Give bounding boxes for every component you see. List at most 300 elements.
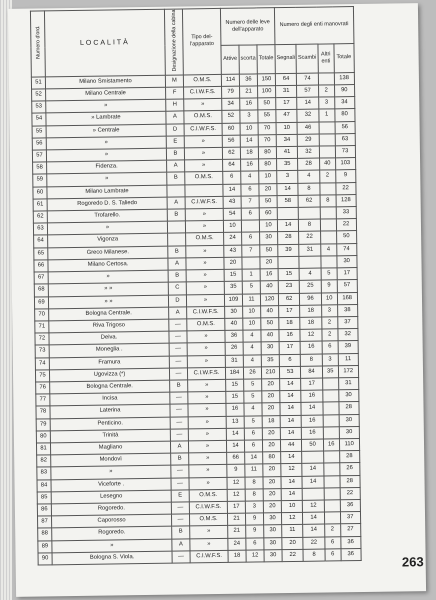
cell-s: 9 <box>245 513 263 525</box>
cell-loc: Rogoredo D. S. Taliedo <box>47 197 167 211</box>
cell-loc: Bologna S. Viola. <box>52 551 172 565</box>
cell-tot: 38 <box>337 304 357 316</box>
cell-alt <box>320 207 336 219</box>
cell-n: 57 <box>32 150 46 162</box>
cell-des: A <box>172 538 190 550</box>
cell-s: 12 <box>246 550 264 562</box>
cell-scam: 25 <box>300 280 322 292</box>
cell-a: 62 <box>222 147 240 159</box>
cell-alt <box>319 134 335 146</box>
cell-scam: 4 <box>299 268 321 280</box>
cell-alt <box>322 378 338 390</box>
cell-tot: 56 <box>335 121 355 133</box>
cell-t: 30 <box>264 525 282 537</box>
cell-t: 10 <box>259 220 277 232</box>
cell-scam <box>299 256 321 268</box>
cell-tot: 33 <box>336 207 356 219</box>
cell-s: 10 <box>243 318 261 330</box>
cell-des: C <box>168 282 186 294</box>
cell-seg: 15 <box>278 268 300 281</box>
cell-loc: Incisa <box>50 392 170 406</box>
cell-a: 64 <box>223 159 241 171</box>
cell-n: 82 <box>37 455 51 467</box>
cell-loc: Milano Smistamento <box>45 75 165 89</box>
cell-a: 14 <box>226 428 244 440</box>
cell-tipo: O.M.S. <box>186 233 224 246</box>
cell-seg: 10 <box>281 500 303 513</box>
cell-des: — <box>171 477 189 489</box>
cell-loc: Rogoredo. <box>51 502 171 516</box>
cell-tot: 63 <box>335 133 355 145</box>
cell-n: 51 <box>31 77 45 89</box>
cell-n: 64 <box>34 235 48 247</box>
cell-seg: 35 <box>277 159 299 172</box>
cell-a: 52 <box>222 111 240 123</box>
cell-alt <box>323 414 339 426</box>
cell-scam: 4 <box>298 171 320 183</box>
cell-n: 77 <box>36 394 50 406</box>
cell-s: 5 <box>244 391 262 403</box>
cell-tot: 90 <box>334 85 354 97</box>
cell-alt <box>320 231 336 243</box>
cell-scam: 62 <box>298 195 320 207</box>
header-enti-group: Numero degli enti manovrati <box>274 7 353 45</box>
cell-tot: 34 <box>334 97 354 109</box>
cell-scam <box>299 207 321 219</box>
cell-des: A <box>168 258 186 270</box>
cell-t: 30 <box>261 342 279 354</box>
cell-tot: 11 <box>338 353 358 365</box>
cell-t: 210 <box>261 366 279 378</box>
cell-tipo: » <box>190 526 228 539</box>
cell-t: 150 <box>257 74 275 86</box>
cell-des: F <box>166 87 184 99</box>
cell-s: 6 <box>246 537 264 549</box>
cell-loc: Fidenza. <box>47 160 167 174</box>
cell-t: 80 <box>259 159 277 171</box>
cell-t: 80 <box>263 452 281 464</box>
cell-n: 89 <box>38 540 52 552</box>
cell-n: 65 <box>34 248 48 260</box>
cell-tot: 110 <box>339 438 359 450</box>
cell-des: E <box>166 136 184 148</box>
cell-s <box>241 220 259 232</box>
cell-s: 11 <box>245 464 263 476</box>
cell-tipo: » <box>187 331 225 344</box>
cell-n: 90 <box>38 553 52 565</box>
cell-t: 30 <box>260 232 278 244</box>
cell-des: — <box>169 355 187 367</box>
cell-n: 79 <box>36 418 50 430</box>
cell-s: 9 <box>246 525 264 537</box>
cell-a: 31 <box>225 355 243 367</box>
cell-t: 50 <box>260 244 278 256</box>
cell-loc: Moneglia . <box>49 343 169 357</box>
cell-loc: Trofarello. <box>47 209 167 223</box>
cell-des <box>167 221 185 233</box>
cell-seg: 14 <box>280 427 302 440</box>
cell-alt: 2 <box>324 524 340 536</box>
cell-a: 66 <box>227 452 245 464</box>
cell-s: 21 <box>240 86 258 98</box>
cell-a: 9 <box>227 464 245 476</box>
cell-t: 20 <box>260 257 278 269</box>
cell-s: 11 <box>242 293 260 305</box>
cell-s: 5 <box>244 415 262 427</box>
cell-tipo: C.I.W.F.S. <box>184 86 222 99</box>
cell-alt <box>320 219 336 231</box>
cell-n: 75 <box>35 370 49 382</box>
cell-scam: 18 <box>300 317 322 329</box>
cell-a: 30 <box>225 306 243 318</box>
cell-s: 8 <box>245 489 263 501</box>
cell-a: 24 <box>228 538 246 550</box>
cell-n: 68 <box>34 284 48 296</box>
cell-n: 63 <box>33 223 47 235</box>
cell-alt: 2 <box>318 85 334 97</box>
cell-des: — <box>169 368 187 380</box>
cell-alt <box>322 390 338 402</box>
cell-t: 50 <box>258 98 276 110</box>
cell-seg: 17 <box>279 305 301 318</box>
cell-tipo: » <box>189 477 227 490</box>
cell-tot: 138 <box>334 72 354 84</box>
cell-loc: Trinità <box>50 429 170 443</box>
cell-s: 8 <box>245 476 263 488</box>
cell-loc: Rogoredo. <box>52 527 172 541</box>
cell-a: 26 <box>225 342 243 354</box>
cell-loc: » <box>46 136 166 150</box>
cell-loc: » » <box>48 282 168 296</box>
cell-des: — <box>169 343 187 355</box>
cell-t: 20 <box>262 403 280 415</box>
header-attive: Attive <box>221 45 239 74</box>
cell-tot: 73 <box>335 146 355 158</box>
cell-n: 73 <box>35 345 49 357</box>
cell-tot: 27 <box>340 524 360 536</box>
cell-seg <box>278 256 300 269</box>
cell-s: 14 <box>245 452 263 464</box>
cell-des: H <box>166 99 184 111</box>
header-tipo: Tipo del- l'apparato <box>182 8 221 74</box>
cell-tipo: C.I.W.F.S. <box>184 123 222 136</box>
cell-t: 40 <box>261 305 279 317</box>
cell-des: A <box>167 160 185 172</box>
cell-loc: » <box>51 466 171 480</box>
cell-loc: Magliano <box>50 441 170 455</box>
cell-t: 40 <box>261 330 279 342</box>
cell-n: 84 <box>37 479 51 491</box>
cell-seg: 34 <box>276 134 298 147</box>
cell-tipo: » <box>188 428 226 441</box>
cell-scam: 16 <box>301 390 323 402</box>
header-designazione: Designazione della cabina <box>164 9 183 75</box>
cell-seg: 53 <box>279 366 301 379</box>
cell-alt: 40 <box>319 158 335 170</box>
cell-tipo: C.I.W.F.S. <box>187 367 225 380</box>
cell-tot: 36 <box>341 536 361 548</box>
cell-des: B <box>166 148 184 160</box>
cell-alt: 3 <box>322 353 338 365</box>
cell-tot: 31 <box>338 377 358 389</box>
cell-loc: » <box>47 173 167 187</box>
cell-alt: 2 <box>319 170 335 182</box>
cell-loc: » Centrale <box>46 124 166 138</box>
cell-alt: 35 <box>322 366 338 378</box>
cell-alt: 10 <box>321 292 337 304</box>
cell-scam: 8 <box>299 219 321 231</box>
cell-loc: Mondovì <box>51 453 171 467</box>
cell-des: A <box>170 441 188 453</box>
cell-tot: 50 <box>336 231 356 243</box>
cell-alt <box>324 475 340 487</box>
cell-tot: 28 <box>339 451 359 463</box>
cell-tot: 32 <box>338 329 358 341</box>
cell-tipo: » <box>186 282 224 295</box>
cell-t: 10 <box>259 171 277 183</box>
cell-a: 24 <box>224 233 242 245</box>
cell-loc: Laterina <box>50 404 170 418</box>
cell-alt: 9 <box>321 280 337 292</box>
cell-s: 3 <box>245 501 263 513</box>
cell-s: 4 <box>244 403 262 415</box>
cell-tot: 30 <box>337 255 357 267</box>
cell-n: 80 <box>36 431 50 443</box>
cell-loc: Milano Lambrate <box>47 185 167 199</box>
cell-scam: 14 <box>302 476 324 488</box>
cell-seg: 28 <box>278 232 300 245</box>
cell-a: 12 <box>227 489 245 501</box>
cell-s: 4 <box>243 354 261 366</box>
cell-t: 30 <box>264 549 282 561</box>
cell-alt: 2 <box>321 317 337 329</box>
cell-t: 20 <box>262 440 280 452</box>
cell-a: 34 <box>222 98 240 110</box>
cell-scam: 28 <box>298 158 320 170</box>
cell-a: 54 <box>223 208 241 220</box>
cell-n: 70 <box>35 309 49 321</box>
cell-a: 21 <box>227 513 245 525</box>
cell-tipo: C.I.W.F.S. <box>190 550 228 563</box>
cell-scam: 84 <box>301 366 323 378</box>
cell-t: 20 <box>263 501 281 513</box>
cell-des: D <box>168 294 186 306</box>
cell-t: 120 <box>260 293 278 305</box>
cell-n: 67 <box>34 272 48 284</box>
header-altri-enti: Altri enti <box>318 44 334 73</box>
cell-tot: 30 <box>339 414 359 426</box>
cell-tipo: O.M.S. <box>183 74 221 87</box>
cell-tot: 39 <box>338 341 358 353</box>
cell-loc: Penticino. <box>50 417 170 431</box>
cell-a: 36 <box>225 330 243 342</box>
cell-seg: 14 <box>280 403 302 416</box>
cell-alt <box>323 463 339 475</box>
cell-s: 16 <box>241 159 259 171</box>
table-body <box>31 72 360 565</box>
cell-scam <box>302 488 324 500</box>
cell-t: 35 <box>261 354 279 366</box>
cell-tot: 57 <box>337 280 357 292</box>
header-totale-leve: Totale <box>257 45 275 74</box>
cell-tot: 22 <box>336 182 356 194</box>
cell-scam: 18 <box>300 305 322 317</box>
cell-s: 4 <box>241 171 259 183</box>
cell-n: 74 <box>35 357 49 369</box>
cell-s: 6 <box>244 428 262 440</box>
cell-a: 56 <box>222 135 240 147</box>
cell-t: 70 <box>258 135 276 147</box>
cell-s: 7 <box>241 196 259 208</box>
cell-loc: » <box>52 539 172 553</box>
cell-scam: 29 <box>298 134 320 146</box>
cell-tot: 22 <box>340 487 360 499</box>
cell-s: 26 <box>243 367 261 379</box>
cell-tot: 17 <box>337 268 357 280</box>
cell-t: 20 <box>262 379 280 391</box>
cell-tot: 37 <box>337 316 357 328</box>
cell-tipo: » <box>188 392 226 405</box>
cell-tipo <box>185 184 223 197</box>
cell-scam: 14 <box>303 524 325 536</box>
cell-n: 55 <box>32 126 46 138</box>
cell-s: 6 <box>241 208 259 220</box>
cell-t: 20 <box>262 391 280 403</box>
cell-seg: 6 <box>279 354 301 367</box>
header-totale-enti: Totale <box>334 43 354 72</box>
cell-scam: 12 <box>303 500 325 512</box>
cell-t: 20 <box>263 464 281 476</box>
header-segnali: Segnali <box>275 44 297 73</box>
cell-seg: 64 <box>275 73 297 86</box>
cell-seg: 17 <box>279 342 301 355</box>
cell-scam <box>302 451 324 463</box>
cell-tot: 9 <box>335 170 355 182</box>
cell-des: B <box>168 270 186 282</box>
cell-a: 15 <box>224 269 242 281</box>
cell-tipo: » <box>189 465 227 478</box>
cell-tipo: » <box>184 99 222 112</box>
cell-seg: 14 <box>277 220 299 233</box>
cell-t: 100 <box>258 86 276 98</box>
cell-n: 87 <box>38 516 52 528</box>
cell-scam: 14 <box>302 463 324 475</box>
cell-loc: » <box>46 148 166 162</box>
cell-des: — <box>170 416 188 428</box>
cell-tot: 22 <box>336 219 356 231</box>
cell-n: 53 <box>32 101 46 113</box>
cell-s: 5 <box>244 379 262 391</box>
cell-des: — <box>170 392 188 404</box>
cell-alt: 3 <box>321 305 337 317</box>
cell-n: 61 <box>33 199 47 211</box>
cell-tipo: » <box>185 160 223 173</box>
cell-scam: 16 <box>300 341 322 353</box>
cell-des <box>167 185 185 197</box>
cell-tipo: » <box>188 440 226 453</box>
cell-s: 4 <box>243 342 261 354</box>
cell-tipo: » <box>190 538 228 551</box>
cell-s <box>242 257 260 269</box>
cell-seg: 14 <box>280 390 302 403</box>
cell-tipo: » <box>187 355 225 368</box>
cell-des: — <box>171 465 189 477</box>
cell-scam: 74 <box>297 73 319 85</box>
register-table <box>30 6 361 565</box>
cell-tipo: O.M.S. <box>185 172 223 185</box>
cell-tot: 26 <box>339 463 359 475</box>
cell-loc: Deiva. <box>49 331 169 345</box>
cell-a: 43 <box>223 196 241 208</box>
cell-a: 14 <box>223 184 241 196</box>
cell-alt: 6 <box>325 549 341 561</box>
cell-tot: 30 <box>338 390 358 402</box>
cell-seg: 22 <box>282 549 304 562</box>
cell-n: 83 <box>37 467 51 479</box>
cell-des: B <box>168 246 186 258</box>
cell-a: 15 <box>226 391 244 403</box>
cell-seg: 14 <box>281 451 303 464</box>
cell-tipo: » <box>186 245 224 258</box>
cell-des: A <box>167 197 185 209</box>
cell-scam: 50 <box>302 439 324 451</box>
cell-s: 6 <box>244 440 262 452</box>
cell-t: 18 <box>262 415 280 427</box>
cell-loc: Lesegno <box>51 490 171 504</box>
header-scorta: scorta <box>239 45 257 74</box>
cell-seg: 31 <box>276 85 298 98</box>
cell-alt: 5 <box>321 268 337 280</box>
cell-s: 3 <box>240 110 258 122</box>
cell-des: — <box>171 514 189 526</box>
cell-a: 60 <box>222 123 240 135</box>
header-numero: Numero d'ord. <box>30 11 45 77</box>
cell-seg: 58 <box>277 195 299 208</box>
cell-seg: 62 <box>278 293 300 306</box>
cell-alt: 6 <box>325 536 341 548</box>
cell-alt <box>323 427 339 439</box>
cell-des: — <box>170 404 188 416</box>
cell-scam: 14 <box>303 512 325 524</box>
cell-alt <box>318 73 334 85</box>
cell-tipo: O.M.S. <box>187 318 225 331</box>
cell-seg: 14 <box>281 488 303 501</box>
cell-s: 7 <box>242 245 260 257</box>
cell-a: 16 <box>226 403 244 415</box>
cell-loc: Riva Trigoso <box>49 319 169 333</box>
cell-s: 6 <box>241 184 259 196</box>
cell-a: 20 <box>224 257 242 269</box>
cell-a: 18 <box>228 550 246 562</box>
cell-tipo: O.M.S. <box>189 489 227 502</box>
cell-scam: 96 <box>300 293 322 305</box>
cell-n: 66 <box>34 260 48 272</box>
cell-des: — <box>169 331 187 343</box>
cell-loc: Bologna Centrale. <box>49 307 169 321</box>
cell-t: 20 <box>259 183 277 195</box>
cell-t: 40 <box>260 281 278 293</box>
cell-des: A <box>166 111 184 123</box>
cell-seg: 14 <box>280 378 302 391</box>
cell-seg: 17 <box>276 98 298 111</box>
cell-s: 16 <box>240 98 258 110</box>
cell-s: 5 <box>242 281 260 293</box>
cell-alt <box>321 256 337 268</box>
cell-des: — <box>171 502 189 514</box>
cell-tot: 128 <box>336 194 356 206</box>
cell-a: 184 <box>225 367 243 379</box>
cell-n: 60 <box>33 187 47 199</box>
